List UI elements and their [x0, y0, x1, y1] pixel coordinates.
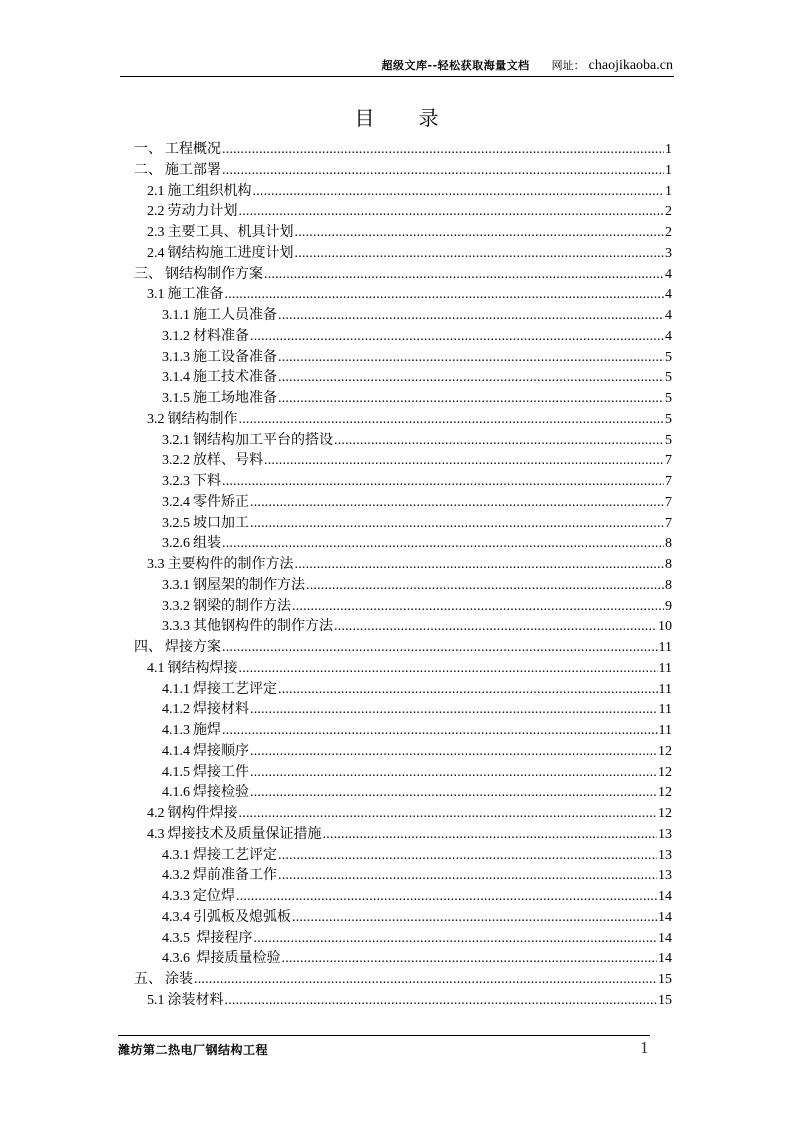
- toc-entry-title: 引弧板及熄弧板: [193, 909, 291, 925]
- toc-entry-number: 二、: [134, 162, 162, 178]
- toc-entry-title: 施工人员准备: [193, 308, 277, 323]
- toc-entry-page: 12: [658, 764, 672, 780]
- toc-entry-number: 3.1.3: [162, 349, 190, 365]
- toc-entry[interactable]: [134, 140, 672, 161]
- toc-entry[interactable]: [134, 929, 672, 950]
- toc-dot-leader: [250, 700, 658, 721]
- toc-entry-number: 2.3: [147, 225, 165, 240]
- toc-entry-number: 4.1.2: [162, 702, 190, 718]
- toc-entry-page: 2: [665, 225, 672, 240]
- toc-entry-label: [162, 389, 277, 410]
- toc-dot-leader: [225, 285, 665, 306]
- toc-entry-title: 材料准备: [193, 328, 249, 344]
- toc-entry-page: 5: [665, 349, 672, 365]
- toc-entry[interactable]: [134, 866, 672, 887]
- toc-entry-title: 涂装: [165, 972, 193, 987]
- toc-entry-label: [162, 721, 221, 742]
- toc-dot-leader: [253, 182, 665, 203]
- toc-entry-page: 11: [658, 660, 672, 676]
- toc-dot-leader: [239, 202, 665, 223]
- toc-dot-leader: [334, 617, 657, 638]
- toc-entry-page: 12: [658, 785, 672, 801]
- toc-entry-number: 五、: [134, 972, 162, 987]
- toc-entry-label: [162, 949, 281, 970]
- toc-entry[interactable]: [134, 991, 672, 1012]
- toc-entry-title: 劳动力计划: [167, 204, 238, 220]
- toc-entry[interactable]: [134, 161, 672, 182]
- toc-entry-label: [147, 991, 224, 1012]
- toc-entry-label: [162, 846, 277, 867]
- toc-dot-leader: [295, 223, 665, 244]
- toc-entry-title: 主要构件的制作方法: [167, 557, 294, 572]
- toc-entry-page: 11: [658, 640, 672, 655]
- toc-dot-leader: [222, 721, 658, 742]
- toc-entry-title: 焊接顺序: [193, 743, 249, 759]
- toc-entry-number: 4.1.1: [162, 681, 190, 697]
- toc-entry-page: 14: [658, 889, 672, 904]
- toc-entry-label: [147, 659, 238, 680]
- toc-entry[interactable]: [134, 721, 672, 742]
- toc-entry-page: 3: [665, 245, 672, 261]
- toc-entry-label: [162, 576, 305, 597]
- toc-entry-label: [134, 970, 193, 991]
- toc-entry-page: 4: [665, 287, 672, 303]
- toc-entry[interactable]: [134, 431, 672, 452]
- toc-entry-page: 11: [658, 681, 672, 697]
- toc-entry-title: 焊接工艺评定: [193, 681, 277, 697]
- toc-entry-label: [134, 161, 221, 182]
- toc-entry-label: [162, 514, 249, 535]
- toc-entry-label: [147, 244, 294, 265]
- toc-entry-title: 焊接检验: [193, 785, 249, 801]
- toc-dot-leader: [278, 348, 664, 369]
- toc-entry[interactable]: [134, 659, 672, 680]
- toc-entry-title: 其他钢构件的制作方法: [193, 619, 333, 635]
- toc-entry-page: 8: [665, 536, 672, 552]
- toc-entry-page: 1: [665, 142, 672, 157]
- toc-entry-page: 1: [665, 162, 672, 178]
- toc-entry-page: 14: [658, 930, 672, 946]
- footer-divider: [118, 1035, 650, 1036]
- toc-entry-page: 12: [658, 806, 672, 821]
- toc-entry-number: 3.2.3: [162, 474, 190, 489]
- toc-entry[interactable]: [134, 202, 672, 223]
- toc-dot-leader: [295, 555, 665, 576]
- toc-entry-page: 5: [665, 391, 672, 406]
- toc-entry-label: [162, 866, 277, 887]
- toc-entry-label: [162, 617, 333, 638]
- toc-entry-title: 焊接技术及质量保证措施: [167, 826, 322, 842]
- toc-dot-leader: [250, 327, 664, 348]
- toc-entry[interactable]: [134, 493, 672, 514]
- toc-dot-leader: [239, 804, 658, 825]
- toc-dot-leader: [225, 991, 658, 1012]
- toc-entry-title: 施工组织机构: [167, 183, 252, 199]
- toc-entry-page: 7: [665, 453, 672, 469]
- toc-entry-label: [162, 472, 221, 493]
- toc-dot-leader: [292, 908, 657, 929]
- toc-entry-page: 5: [665, 370, 672, 386]
- toc-entry-page: 15: [658, 992, 672, 1008]
- toc-dot-leader: [278, 368, 664, 389]
- toc-entry-title: 钢结构制作方案: [165, 266, 263, 282]
- toc-entry[interactable]: [134, 348, 672, 369]
- toc-dot-leader: [264, 265, 664, 286]
- toc-entry-number: 2.2: [147, 204, 165, 220]
- toc-dot-leader: [278, 866, 657, 887]
- toc-entry-page: 8: [665, 577, 672, 593]
- toc-dot-leader: [292, 597, 664, 618]
- toc-entry-label: [134, 140, 221, 161]
- toc-entry-label: [134, 265, 263, 286]
- toc-entry-title: 工程概况: [165, 142, 221, 157]
- footer-page-number: 1: [640, 1038, 649, 1057]
- toc-dot-leader: [222, 472, 664, 493]
- toc-entry-title: 施工准备: [167, 287, 224, 303]
- toc-entry-label: [147, 182, 252, 203]
- toc-entry-page: 7: [665, 474, 672, 489]
- header-text: [382, 57, 674, 74]
- toc-entry-number: 4.1.6: [162, 785, 190, 801]
- toc-dot-leader: [278, 680, 658, 701]
- title-char-2: 录: [418, 106, 439, 130]
- toc-entry-label: [162, 700, 249, 721]
- toc-entry-title: 定位焊: [193, 889, 235, 904]
- toc-entry-label: [162, 680, 277, 701]
- toc-entry-label: [134, 638, 221, 659]
- footer-project-name: 潍坊第二热电厂钢结构工程: [118, 1043, 269, 1057]
- toc-dot-leader: [194, 970, 657, 991]
- toc-dot-leader: [278, 306, 664, 327]
- toc-entry[interactable]: [134, 182, 672, 203]
- toc-entry-label: [147, 410, 238, 431]
- toc-entry-number: 4.3.5: [162, 930, 190, 946]
- header-url-link[interactable]: chaojikaoba.cn: [588, 58, 673, 73]
- toc-entry-page: 10: [658, 619, 672, 635]
- toc-dot-leader: [239, 410, 665, 431]
- toc-entry-number: 3.3.3: [162, 619, 190, 635]
- title-char-1: 目: [354, 106, 375, 130]
- toc-entry-page: 2: [665, 204, 672, 220]
- toc-entry-page: 4: [665, 328, 672, 344]
- toc-dot-leader: [250, 742, 657, 763]
- toc-entry-page: 8: [665, 557, 672, 572]
- header-site-name: 超级文库--轻松获取海量文档: [381, 59, 530, 72]
- toc-entry-page: 14: [658, 909, 672, 925]
- toc-entry-number: 4.3.6: [162, 951, 190, 967]
- toc-entry-number: 3.2.2: [162, 453, 190, 469]
- toc-entry-title: 放样、号料: [193, 453, 263, 469]
- toc-entry[interactable]: [134, 742, 672, 763]
- toc-entry[interactable]: [134, 825, 672, 846]
- toc-entry-label: [162, 597, 291, 618]
- toc-entry-number: 4.2: [147, 806, 165, 821]
- toc-entry[interactable]: [134, 846, 672, 867]
- toc-entry-title: 施工技术准备: [193, 370, 277, 386]
- toc-entry-page: 7: [665, 515, 672, 531]
- toc-dot-leader: [278, 389, 664, 410]
- page-title: [0, 102, 793, 131]
- toc-dot-leader: [222, 638, 658, 659]
- toc-entry[interactable]: [134, 389, 672, 410]
- toc-entry-label: [147, 555, 294, 576]
- toc-entry-page: 4: [665, 266, 672, 282]
- toc-entry-number: 3.2.4: [162, 494, 190, 510]
- toc-entry-title: 钢构件焊接: [167, 806, 238, 821]
- toc-entry-label: [147, 285, 224, 306]
- toc-entry-number: 一、: [134, 142, 162, 157]
- toc-dot-leader: [222, 534, 664, 555]
- toc-entry[interactable]: [134, 410, 672, 431]
- toc-entry-label: [162, 306, 277, 327]
- toc-entry[interactable]: [134, 638, 672, 659]
- toc-entry[interactable]: [134, 783, 672, 804]
- toc-entry-page: 13: [658, 847, 672, 863]
- toc-entry-label: [162, 763, 249, 784]
- toc-entry[interactable]: [134, 555, 672, 576]
- toc-entry-number: 3.1.1: [162, 308, 190, 323]
- toc-dot-leader: [236, 887, 657, 908]
- toc-entry[interactable]: [134, 451, 672, 472]
- toc-entry[interactable]: [134, 534, 672, 555]
- toc-entry-number: 3.2.1: [162, 432, 190, 448]
- toc-entry[interactable]: [134, 887, 672, 908]
- toc-entry[interactable]: [134, 908, 672, 929]
- toc-entry-title: 钢结构加工平台的搭设: [193, 432, 333, 448]
- toc-entry-label: [162, 493, 249, 514]
- toc-entry[interactable]: [134, 804, 672, 825]
- toc-entry-title: 钢梁的制作方法: [193, 598, 291, 614]
- toc-entry-number: 3.1.2: [162, 328, 190, 344]
- toc-entry-page: 7: [665, 494, 672, 510]
- toc-entry-number: 3.2.6: [162, 536, 190, 552]
- toc-dot-leader: [323, 825, 658, 846]
- toc-entry[interactable]: [134, 576, 672, 597]
- toc-dot-leader: [250, 783, 657, 804]
- toc-entry-number: 3.3.1: [162, 577, 190, 593]
- toc-entry[interactable]: [134, 244, 672, 265]
- toc-dot-leader: [282, 949, 658, 970]
- toc-entry[interactable]: [134, 265, 672, 286]
- toc-entry-title: 焊接质量检验: [193, 951, 281, 967]
- toc-entry[interactable]: [134, 472, 672, 493]
- toc-entry-title: 焊接材料: [193, 702, 249, 718]
- toc-entry-number: 2.1: [147, 183, 165, 199]
- toc-entry-number: 5.1: [147, 992, 165, 1008]
- toc-entry-title: 涂装材料: [167, 992, 224, 1008]
- toc-entry-title: 钢屋架的制作方法: [193, 577, 305, 593]
- toc-entry-number: 3.2.5: [162, 515, 190, 531]
- toc-entry-label: [162, 368, 277, 389]
- toc-entry-title: 焊接程序: [193, 930, 253, 946]
- toc-entry-number: 3.1.4: [162, 370, 190, 386]
- toc-entry-number: 4.3.1: [162, 847, 190, 863]
- toc-entry-title: 施焊: [193, 723, 221, 738]
- toc-dot-leader: [250, 763, 657, 784]
- toc-entry-number: 3.3.2: [162, 598, 190, 614]
- toc-entry-number: 三、: [134, 266, 162, 282]
- toc-entry-label: [147, 825, 322, 846]
- toc-entry-label: [147, 804, 238, 825]
- toc-entry-number: 4.1.5: [162, 764, 190, 780]
- toc-entry-title: 坡口加工: [193, 515, 249, 531]
- toc-entry-page: 5: [665, 432, 672, 448]
- header-url-label: 网址：: [551, 59, 585, 72]
- toc-entry[interactable]: [134, 368, 672, 389]
- toc-dot-leader: [295, 244, 665, 265]
- toc-entry-label: [147, 202, 238, 223]
- toc-entry-number: 4.1.4: [162, 743, 190, 759]
- toc-entry-number: 4.1.3: [162, 723, 190, 738]
- toc-entry-page: 9: [665, 598, 672, 614]
- toc-entry-label: [162, 348, 277, 369]
- toc-entry-title: 施工设备准备: [193, 349, 277, 365]
- toc-entry[interactable]: [134, 285, 672, 306]
- toc-entry-page: 14: [658, 951, 672, 967]
- toc-entry-title: 零件矫正: [193, 494, 249, 510]
- toc-entry-label: [162, 451, 263, 472]
- toc-entry-number: 四、: [134, 640, 162, 655]
- toc-entry-title: 焊接工艺评定: [193, 847, 277, 863]
- toc-dot-leader: [334, 431, 664, 452]
- table-of-contents: [134, 140, 672, 1012]
- toc-dot-leader: [250, 514, 664, 535]
- toc-entry-page: 11: [658, 723, 672, 738]
- toc-entry-label: [162, 327, 249, 348]
- toc-entry-label: [162, 742, 249, 763]
- toc-entry-label: [162, 929, 253, 950]
- toc-entry-title: 下料: [193, 474, 221, 489]
- toc-entry-title: 钢结构施工进度计划: [167, 245, 294, 261]
- toc-entry[interactable]: [134, 514, 672, 535]
- toc-dot-leader: [250, 493, 664, 514]
- toc-entry-number: 3.2: [147, 411, 165, 427]
- toc-entry[interactable]: [134, 327, 672, 348]
- toc-dot-leader: [222, 140, 664, 161]
- toc-entry[interactable]: [134, 306, 672, 327]
- toc-entry[interactable]: [134, 970, 672, 991]
- toc-entry-title: 主要工具、机具计划: [167, 225, 294, 240]
- toc-entry-number: 3.1.5: [162, 391, 190, 406]
- toc-entry-page: 11: [658, 702, 672, 718]
- toc-entry-label: [162, 534, 221, 555]
- toc-entry-title: 施工部署: [165, 162, 221, 178]
- toc-entry-page: 12: [658, 743, 672, 759]
- toc-entry-number: 4.3.4: [162, 909, 190, 925]
- toc-entry[interactable]: [134, 763, 672, 784]
- toc-entry-page: 5: [665, 411, 672, 427]
- toc-entry-label: [162, 431, 333, 452]
- toc-dot-leader: [306, 576, 664, 597]
- toc-entry-number: 4.3.3: [162, 889, 190, 904]
- toc-entry-title: 钢结构焊接: [167, 660, 238, 676]
- toc-entry-number: 4.3.2: [162, 868, 190, 884]
- toc-entry-page: 1: [665, 183, 672, 199]
- toc-entry-number: 2.4: [147, 245, 165, 261]
- toc-dot-leader: [239, 659, 658, 680]
- toc-entry-label: [147, 223, 294, 244]
- toc-entry-page: 13: [658, 868, 672, 884]
- toc-entry-number: 3.1: [147, 287, 165, 303]
- toc-entry-number: 3.3: [147, 557, 165, 572]
- toc-entry-page: 13: [658, 826, 672, 842]
- toc-entry-page: 4: [665, 308, 672, 323]
- toc-entry[interactable]: [134, 617, 672, 638]
- toc-entry-page: 15: [658, 972, 672, 987]
- toc-entry-label: [162, 887, 235, 908]
- header-divider: [120, 76, 674, 77]
- toc-entry-title: 施工场地准备: [193, 391, 277, 406]
- toc-dot-leader: [222, 161, 664, 182]
- toc-entry-title: 焊接工件: [193, 764, 249, 780]
- toc-entry-number: 4.1: [147, 660, 165, 676]
- toc-entry-title: 焊前准备工作: [193, 868, 277, 884]
- toc-entry-label: [162, 908, 291, 929]
- toc-entry[interactable]: [134, 223, 672, 244]
- toc-entry[interactable]: [134, 700, 672, 721]
- toc-entry-title: 组装: [193, 536, 221, 552]
- toc-entry-title: 焊接方案: [165, 640, 221, 655]
- toc-dot-leader: [264, 451, 664, 472]
- toc-entry-number: 4.3: [147, 826, 165, 842]
- toc-entry-label: [162, 783, 249, 804]
- toc-entry-title: 钢结构制作: [167, 411, 238, 427]
- toc-entry[interactable]: [134, 597, 672, 618]
- toc-dot-leader: [278, 846, 657, 867]
- toc-entry[interactable]: [134, 680, 672, 701]
- toc-dot-leader: [254, 929, 658, 950]
- toc-entry[interactable]: [134, 949, 672, 970]
